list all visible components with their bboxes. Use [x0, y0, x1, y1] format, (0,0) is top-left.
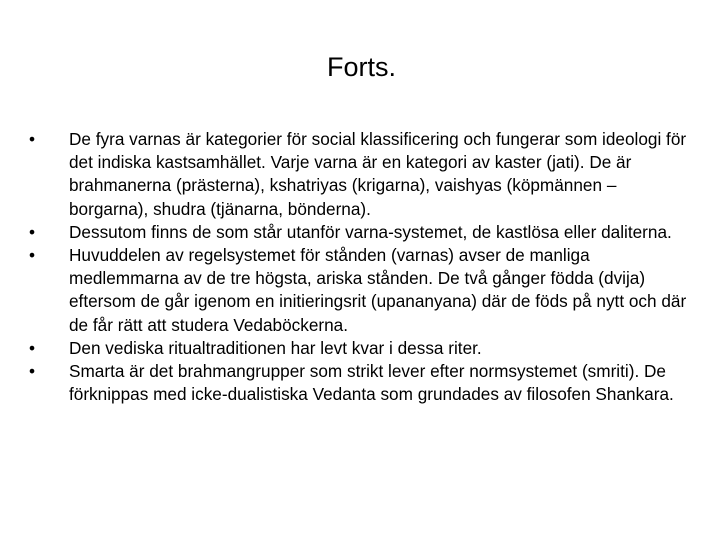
bullet-text: Huvuddelen av regelsystemet för stånden (varnas) avser de manliga medlemmarna av de tre högsta, ariska stånden. De två gånger födda (dvija) eftersom de går igenom en initieringsrit (upananyana) där de föds på nytt och där de får rätt att studera Vedaböckerna.	[69, 245, 687, 335]
bullet-item	[29, 360, 689, 406]
slide-title: Forts.	[326, 52, 396, 82]
bullet-text: Smarta är det brahmangrupper som strikt lever efter normsystemet (smriti). De förknippas med icke-dualistiska Vedanta som grundades av filosofen Shankara.	[69, 361, 674, 405]
bullet-icon: •	[29, 245, 36, 266]
bullet-icon: •	[29, 361, 36, 382]
bullet-item	[29, 244, 689, 337]
bullet-item	[29, 221, 689, 244]
bullet-icon: •	[29, 337, 36, 358]
bullet-icon: •	[29, 129, 36, 149]
bullet-text: Dessutom finns de som står utanför varna-systemet, de kastlösa eller daliterna.	[69, 221, 672, 242]
bullet-item	[29, 128, 689, 221]
bullet-list	[29, 128, 689, 406]
bullet-item	[29, 337, 689, 360]
bullet-text: Den vediska ritualtraditionen har levt kvar i dessa riter.	[69, 337, 482, 358]
bullet-icon: •	[29, 221, 36, 242]
bullet-text: De fyra varnas är kategorier för social klassificering och fungerar som ideologi för det indiska kastsamhället. Varje varna är en kategori av kaster (jati). De är brahmanerna (prästerna), kshatriyas (krigarna), vaishyas (köpmännen – borgarna), shudra (tjänarna, bönderna).	[69, 129, 687, 219]
